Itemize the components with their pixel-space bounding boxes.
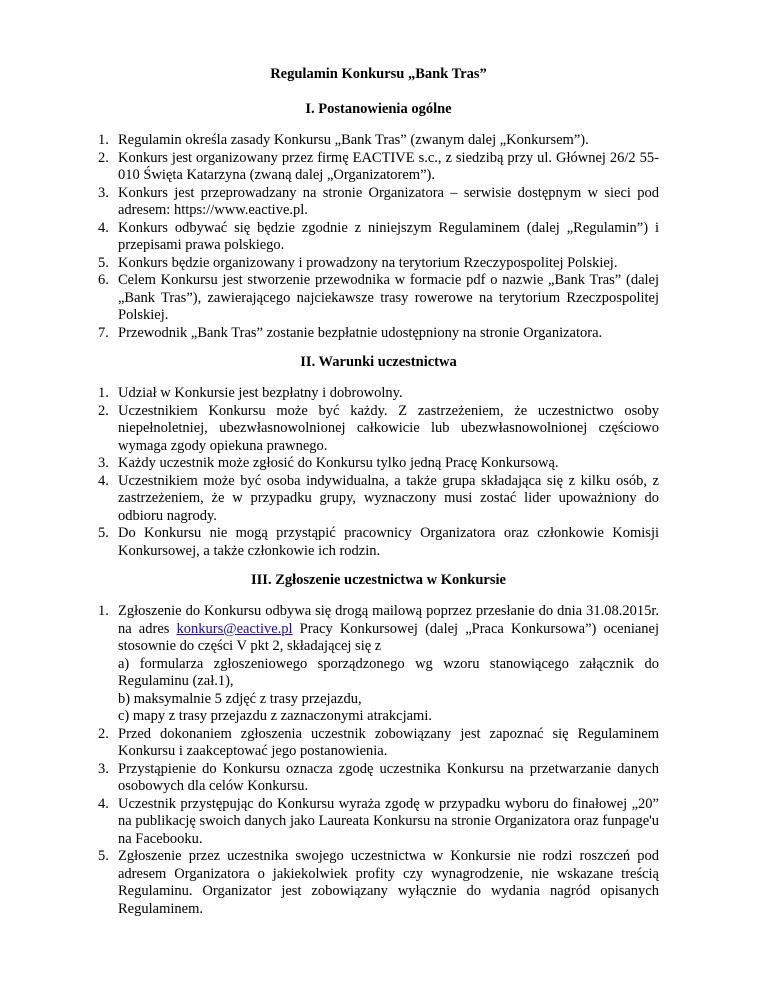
list-item: 7. Przewodnik „Bank Tras” zostanie bezpłatnie udostępniony na stronie Organizatora. xyxy=(98,324,603,341)
section-heading-3: III. Zgłoszenie uczestnictwa w Konkursie xyxy=(251,572,506,588)
list-item: 4. Konkurs odbywać się będzie zgodnie z niniejszym Regulaminem (dalej „Regulamin”) i przepisami prawa polskiego. xyxy=(98,219,659,253)
list-item: 1. Udział w Konkursie jest bezpłatny i dobrowolny. xyxy=(98,385,403,401)
sub-item-a: a) formularza zgłoszeniowego sporządzonego wg wzoru stanowiącego załącznik do Regulaminu (zał.1), xyxy=(118,655,659,689)
list-item: 1. Zgłoszenie do Konkursu odbywa się drogą mailową poprzez przesłanie do dnia 31.08.2015r. na adres konkurs@eactive.pl Pracy Konkursowej (dalej „Praca Konkursowa”) ocenianej stosownie do części V pkt 2, składającej się z a) formularza zgłoszeniowego sporządzonego wg wzoru stanowiącego załącznik do Regulaminu (zał.1), b) maksymalnie 5 zdjęć z trasy przejazdu, c) mapy z trasy przejazdu z zaznaczonymi atrakcjami. xyxy=(98,603,660,724)
list-item: 3. Każdy uczestnik może zgłosić do Konkursu tylko jedną Pracę Konkursową. xyxy=(98,455,559,471)
sub-item-c: c) mapy z trasy przejazdu z zaznaczonymi atrakcjami. xyxy=(118,708,432,724)
list-item: 5. Do Konkursu nie mogą przystąpić pracownicy Organizatora oraz członkowie Komisji Konkursowej, a także członkowie ich rodzin. xyxy=(98,525,659,559)
list-item: 4. Uczestnikiem może być osoba indywidualna, a także grupa składająca się z kilku osób, z zastrzeżeniem, że w przypadku grupy, wyznaczony musi zostać lider upoważniony do odbioru nagrody. xyxy=(98,472,659,524)
sub-item-b: b) maksymalnie 5 zdjęć z trasy przejazdu, xyxy=(118,690,362,707)
list-item: 3. Konkurs jest przeprowadzany na stronie Organizatora – serwisie dostępnym w sieci pod adresem: https://www.eactive.pl. xyxy=(98,184,659,218)
list-item: 1. Regulamin określa zasady Konkursu „Bank Tras” (zwanym dalej „Konkursem”). xyxy=(98,132,589,148)
section-1-list xyxy=(98,132,659,342)
list-item: 2. Przed dokonaniem zgłoszenia uczestnik zobowiązany jest zapoznać się Regulaminem Konkursu i zaakceptować jego postanowienia. xyxy=(98,725,659,759)
list-item: 4. Uczestnik przystępując do Konkursu wyraża zgodę w przypadku wyboru do finałowej „20” na publikację swoich danych jako Laureata Konkursu na stronie Organizatora oraz funpage'u na Facebooku. xyxy=(98,795,659,847)
section-2-list xyxy=(98,385,659,560)
section-heading-1: I. Postanowienia ogólne xyxy=(305,101,452,117)
section-3-list xyxy=(98,603,659,918)
document-title: Regulamin Konkursu „Bank Tras” xyxy=(270,66,487,82)
list-item: 5. Zgłoszenie przez uczestnika swojego uczestnictwa w Konkursie nie rodzi roszczeń pod adresem Organizatora o jakiekolwiek profity czy wynagrodzenie, nie wskazane treścią Regulaminu. Organizator jest zobowiązany wyłącznie do wydania nagród opisanych Regulaminem. xyxy=(98,848,659,917)
email-link[interactable]: konkurs@eactive.pl xyxy=(176,620,293,637)
list-item: 3. Przystąpienie do Konkursu oznacza zgodę uczestnika Konkursu na przetwarzanie danych osobowych dla celów Konkursu. xyxy=(98,760,659,794)
list-item: 2. Konkurs jest organizowany przez firmę EACTIVE s.c., z siedzibą przy ul. Głównej 26/2 55-010 Święta Katarzyna (zwaną dalej „Organizatorem”). xyxy=(98,149,659,183)
list-item: 5. Konkurs będzie organizowany i prowadzony na terytorium Rzeczypospolitej Polskiej. xyxy=(98,254,618,271)
list-item: 2. Uczestnikiem Konkursu może być każdy. Z zastrzeżeniem, że uczestnictwo osoby niepełnoletniej, ubezwłasnowolnionej całkowicie lub ubezwłasnowolnionej częściowo wymaga zgody opiekuna prawnego. xyxy=(98,402,659,454)
section-heading-2: II. Warunki uczestnictwa xyxy=(300,354,457,370)
list-item: 6. Celem Konkursu jest stworzenie przewodnika w formacie pdf o nazwie „Bank Tras” (dalej „Bank Tras”), zawierającego najciekawsze trasy rowerowe na terytorium Rzeczpospolitej Polskiej. xyxy=(98,272,659,323)
